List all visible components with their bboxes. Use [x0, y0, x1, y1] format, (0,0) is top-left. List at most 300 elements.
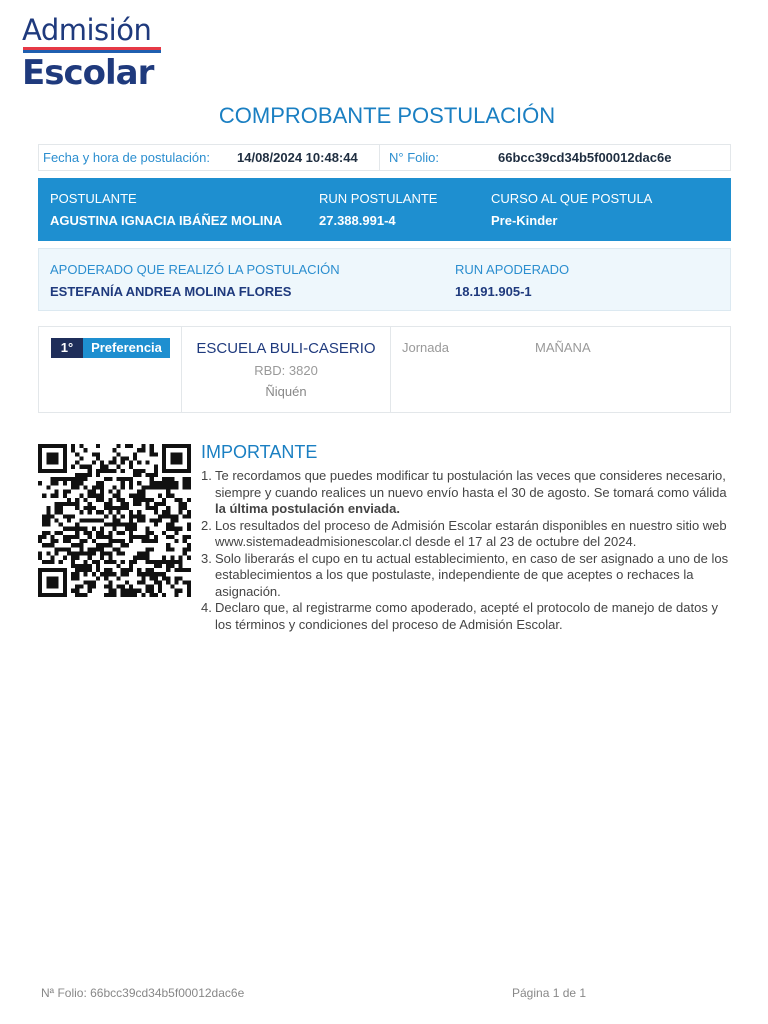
qr-module [170, 560, 174, 564]
qr-module [187, 465, 191, 469]
qr-module [50, 514, 54, 518]
qr-module [100, 510, 104, 514]
qr-module [158, 564, 162, 568]
qr-module [141, 444, 145, 448]
qr-module [75, 485, 79, 489]
preferencia-label-badge: Preferencia [83, 338, 170, 358]
qr-module [150, 506, 154, 510]
qr-module [154, 452, 158, 456]
curso-header: CURSO AL QUE POSTULA [491, 191, 653, 206]
qr-module [174, 568, 178, 572]
qr-module [179, 560, 183, 564]
qr-module [108, 580, 112, 584]
qr-module [46, 456, 50, 460]
qr-module [137, 580, 141, 584]
qr-module [150, 593, 154, 597]
qr-module [71, 477, 75, 481]
qr-module [71, 465, 75, 469]
qr-module [71, 560, 75, 564]
qr-module [92, 580, 96, 584]
qr-module [137, 502, 141, 506]
qr-module [129, 461, 133, 465]
qr-module [67, 498, 71, 502]
qr-module [50, 444, 54, 448]
qr-module [179, 456, 183, 460]
qr-module [63, 456, 67, 460]
qr-module [146, 485, 150, 489]
qr-module [154, 523, 158, 527]
qr-module [63, 576, 67, 580]
qr-module [55, 444, 59, 448]
qr-module [179, 502, 183, 506]
qr-module [117, 531, 121, 535]
qr-module [125, 593, 129, 597]
qr-module [55, 510, 59, 514]
qr-module [108, 568, 112, 572]
qr-module [83, 448, 87, 452]
qr-module [67, 539, 71, 543]
qr-module [141, 518, 145, 522]
qr-module [129, 564, 133, 568]
qr-module [141, 593, 145, 597]
qr-module [55, 539, 59, 543]
qr-module [50, 481, 54, 485]
qr-module [187, 452, 191, 456]
qr-module [38, 461, 42, 465]
qr-module [133, 502, 137, 506]
qr-module [108, 560, 112, 564]
qr-module [183, 502, 187, 506]
info-divider [379, 144, 380, 171]
qr-module [96, 452, 100, 456]
qr-module [63, 477, 67, 481]
qr-module [133, 527, 137, 531]
qr-module [108, 572, 112, 576]
qr-module [42, 535, 46, 539]
qr-module [55, 568, 59, 572]
qr-module [137, 514, 141, 518]
qr-module [79, 494, 83, 498]
qr-module [104, 560, 108, 564]
qr-module [88, 585, 92, 589]
qr-module [46, 593, 50, 597]
qr-module [104, 523, 108, 527]
qr-module [162, 560, 166, 564]
qr-module [59, 568, 63, 572]
qr-module [179, 506, 183, 510]
qr-module [55, 494, 59, 498]
qr-module [71, 535, 75, 539]
qr-module [162, 477, 166, 481]
qr-module [179, 564, 183, 568]
qr-module [83, 518, 87, 522]
qr-module [38, 481, 42, 485]
qr-module [179, 498, 183, 502]
qr-module [55, 580, 59, 584]
qr-module [158, 502, 162, 506]
qr-module [141, 469, 145, 473]
qr-module [154, 502, 158, 506]
qr-module [150, 572, 154, 576]
qr-module [150, 568, 154, 572]
qr-module [108, 535, 112, 539]
qr-module [174, 514, 178, 518]
qr-module [46, 523, 50, 527]
qr-module [146, 568, 150, 572]
qr-module [100, 556, 104, 560]
qr-module [162, 498, 166, 502]
qr-module [137, 489, 141, 493]
qr-module [112, 527, 116, 531]
qr-module [162, 481, 166, 485]
qr-module [79, 456, 83, 460]
qr-module [75, 477, 79, 481]
qr-module [108, 539, 112, 543]
qr-module [154, 576, 158, 580]
qr-module [166, 576, 170, 580]
qr-module [50, 456, 54, 460]
qr-module [137, 498, 141, 502]
qr-module [46, 518, 50, 522]
qr-module [183, 506, 187, 510]
qr-module [150, 473, 154, 477]
qr-module [183, 444, 187, 448]
qr-module [104, 477, 108, 481]
qr-module [121, 593, 125, 597]
footer-page-number: Página 1 de 1 [512, 986, 587, 1000]
qr-module [125, 523, 129, 527]
school-name: ESCUELA BULI-CASERIO [196, 340, 376, 357]
qr-module [67, 552, 71, 556]
qr-module [129, 481, 133, 485]
qr-module [100, 572, 104, 576]
school-rbd: RBD: 3820 [254, 363, 318, 378]
curso-value: Pre-Kinder [491, 213, 558, 228]
qr-module [108, 552, 112, 556]
qr-module [71, 572, 75, 576]
qr-module [187, 556, 191, 560]
importante-item: 4. Declaro que, al registrarme como apoderado, acepté el protocolo de manejo de datos y los términos y condiciones del proceso de Admisión Escolar. [201, 600, 718, 632]
qr-module [158, 580, 162, 584]
qr-module [174, 469, 178, 473]
qr-module [150, 547, 154, 551]
qr-module [129, 535, 133, 539]
qr-module [174, 560, 178, 564]
qr-module [104, 576, 108, 580]
qr-module [50, 585, 54, 589]
qr-module [46, 576, 50, 580]
qr-module [174, 444, 178, 448]
qr-module [108, 593, 112, 597]
qr-module [50, 452, 54, 456]
qr-module [104, 543, 108, 547]
qr-module [166, 477, 170, 481]
qr-module [141, 448, 145, 452]
qr-module [117, 498, 121, 502]
qr-module [154, 539, 158, 543]
qr-module [129, 531, 133, 535]
qr-module [154, 485, 158, 489]
qr-module [150, 518, 154, 522]
qr-module [38, 576, 42, 580]
qr-module [88, 564, 92, 568]
qr-module [96, 494, 100, 498]
qr-module [187, 461, 191, 465]
qr-module [112, 469, 116, 473]
importante-list [201, 468, 731, 633]
qr-module [63, 444, 67, 448]
qr-module [42, 444, 46, 448]
qr-module [92, 518, 96, 522]
qr-module [162, 510, 166, 514]
qr-module [38, 568, 42, 572]
qr-module [125, 580, 129, 584]
qr-module [67, 547, 71, 551]
qr-module [75, 473, 79, 477]
qr-module [104, 465, 108, 469]
qr-module [63, 527, 67, 531]
qr-module [92, 494, 96, 498]
qr-module [166, 543, 170, 547]
qr-module [96, 498, 100, 502]
qr-module [133, 498, 137, 502]
qr-module [96, 485, 100, 489]
qr-module [170, 469, 174, 473]
qr-module [67, 527, 71, 531]
qr-module [63, 535, 67, 539]
qr-module [59, 506, 63, 510]
qr-module [79, 481, 83, 485]
qr-module [133, 523, 137, 527]
qr-module [96, 473, 100, 477]
qr-module [55, 456, 59, 460]
qr-module [50, 543, 54, 547]
qr-module [108, 502, 112, 506]
qr-module [129, 585, 133, 589]
qr-module [96, 481, 100, 485]
qr-module [67, 477, 71, 481]
qr-module [150, 452, 154, 456]
postulante-name: AGUSTINA IGNACIA IBÁÑEZ MOLINA [50, 213, 283, 228]
qr-module [83, 531, 87, 535]
qr-module [55, 593, 59, 597]
qr-module [42, 593, 46, 597]
qr-module [183, 552, 187, 556]
qr-module [158, 572, 162, 576]
qr-module [83, 498, 87, 502]
qr-module [117, 510, 121, 514]
qr-module [59, 560, 63, 564]
qr-module [133, 456, 137, 460]
qr-module [83, 572, 87, 576]
qr-module [170, 585, 174, 589]
qr-module [166, 547, 170, 551]
qr-module [104, 552, 108, 556]
qr-module [133, 556, 137, 560]
qr-module [46, 510, 50, 514]
qr-module [108, 489, 112, 493]
qr-module [133, 589, 137, 593]
qr-module [79, 593, 83, 597]
qr-module [187, 547, 191, 551]
qr-module [121, 543, 125, 547]
qr-module [129, 494, 133, 498]
qr-module [71, 589, 75, 593]
qr-module [100, 552, 104, 556]
qr-module [187, 527, 191, 531]
qr-module [50, 560, 54, 564]
qr-module [183, 514, 187, 518]
qr-module [59, 469, 63, 473]
qr-module [166, 506, 170, 510]
qr-module [96, 547, 100, 551]
qr-module [75, 527, 79, 531]
qr-module [121, 506, 125, 510]
qr-module [100, 527, 104, 531]
qr-module [146, 473, 150, 477]
qr-module [88, 531, 92, 535]
qr-module [112, 547, 116, 551]
school-comuna: Ñiquén [265, 384, 307, 399]
qr-module [79, 543, 83, 547]
qr-module [112, 456, 116, 460]
qr-module [141, 489, 145, 493]
qr-module [71, 485, 75, 489]
qr-module [166, 560, 170, 564]
qr-module [42, 518, 46, 522]
qr-module [55, 531, 59, 535]
qr-module [146, 556, 150, 560]
qr-module [92, 506, 96, 510]
qr-module [154, 481, 158, 485]
qr-module [150, 539, 154, 543]
qr-module [141, 494, 145, 498]
qr-module [187, 535, 191, 539]
qr-module [112, 539, 116, 543]
qr-module [129, 539, 133, 543]
qr-module [174, 593, 178, 597]
qr-module [59, 593, 63, 597]
qr-module [170, 452, 174, 456]
qr-module [146, 506, 150, 510]
qr-code-icon [38, 441, 191, 600]
qr-module [67, 502, 71, 506]
qr-module [154, 465, 158, 469]
importante-item: 2. Los resultados del proceso de Admisión Escolar estarán disponibles en nuestro sitio web www.sistemadeadmisionescolar.cl desde el 17 al 23 de octubre del 2024. [201, 517, 727, 549]
qr-module [46, 580, 50, 584]
qr-module [88, 489, 92, 493]
qr-module [108, 543, 112, 547]
qr-module [158, 481, 162, 485]
qr-module [75, 568, 79, 572]
qr-module [38, 452, 42, 456]
qr-module [100, 465, 104, 469]
qr-module [146, 502, 150, 506]
qr-module [38, 456, 42, 460]
qr-module [133, 473, 137, 477]
qr-module [75, 481, 79, 485]
qr-module [38, 572, 42, 576]
qr-module [141, 535, 145, 539]
qr-module [137, 473, 141, 477]
qr-module [96, 560, 100, 564]
qr-module [75, 498, 79, 502]
qr-module [166, 535, 170, 539]
qr-module [46, 444, 50, 448]
qr-module [83, 539, 87, 543]
qr-module [100, 489, 104, 493]
qr-module [183, 485, 187, 489]
qr-module [88, 589, 92, 593]
qr-module [146, 572, 150, 576]
qr-module [88, 552, 92, 556]
qr-module [129, 527, 133, 531]
qr-module [46, 568, 50, 572]
qr-module [125, 568, 129, 572]
qr-module [63, 465, 67, 469]
qr-module [67, 518, 71, 522]
qr-module [170, 535, 174, 539]
qr-module [92, 485, 96, 489]
qr-module [121, 514, 125, 518]
qr-module [104, 469, 108, 473]
qr-module [179, 576, 183, 580]
qr-module [166, 514, 170, 518]
qr-module [79, 585, 83, 589]
qr-module [117, 444, 121, 448]
qr-module [96, 456, 100, 460]
qr-module [42, 531, 46, 535]
qr-module [187, 481, 191, 485]
qr-module [162, 593, 166, 597]
folio-label: N° Folio: [389, 150, 439, 165]
qr-module [121, 572, 125, 576]
qr-module [150, 531, 154, 535]
qr-module [83, 465, 87, 469]
qr-module [38, 585, 42, 589]
qr-module [63, 502, 67, 506]
qr-module [83, 593, 87, 597]
qr-module [92, 585, 96, 589]
qr-module [187, 523, 191, 527]
qr-module [59, 444, 63, 448]
qr-module [71, 514, 75, 518]
qr-module [121, 469, 125, 473]
qr-module [100, 535, 104, 539]
qr-module [133, 593, 137, 597]
qr-module [79, 477, 83, 481]
qr-module [150, 481, 154, 485]
qr-module [75, 576, 79, 580]
qr-module [137, 494, 141, 498]
qr-module [63, 556, 67, 560]
qr-module [100, 481, 104, 485]
qr-module [79, 564, 83, 568]
qr-module [38, 552, 42, 556]
qr-module [42, 469, 46, 473]
qr-module [146, 498, 150, 502]
apoderado-header: APODERADO QUE REALIZÓ LA POSTULACIÓN [50, 262, 340, 277]
qr-module [88, 556, 92, 560]
qr-module [121, 502, 125, 506]
qr-module [104, 572, 108, 576]
qr-module [150, 576, 154, 580]
qr-module [71, 481, 75, 485]
admision-escolar-logo [22, 14, 172, 91]
qr-module [154, 535, 158, 539]
qr-module [55, 585, 59, 589]
qr-module [108, 461, 112, 465]
